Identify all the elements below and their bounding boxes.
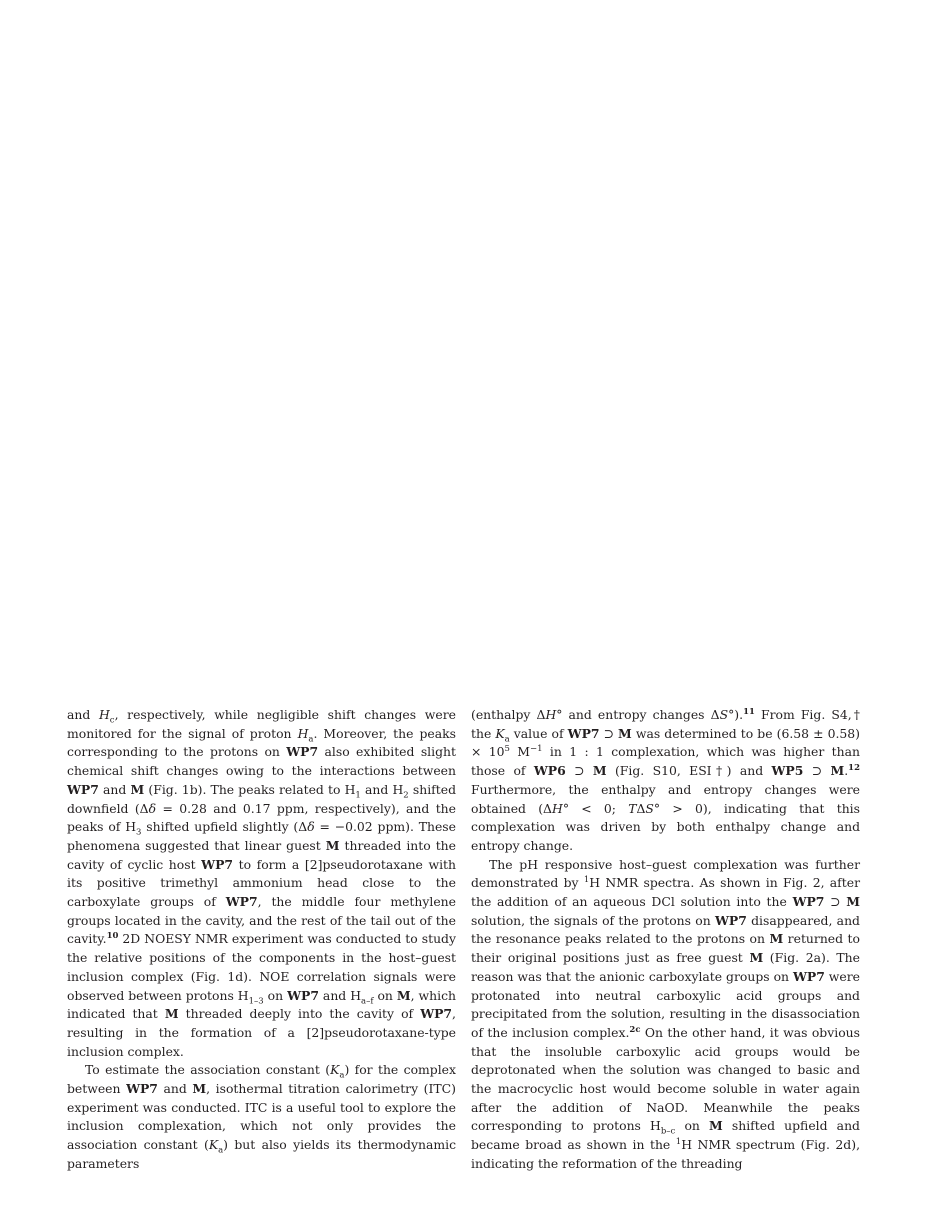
constant-symbol: K [495, 725, 505, 741]
text-run: (Fig. S10, ESI†) and [606, 763, 772, 779]
text-run: and H [318, 987, 362, 1003]
text-run: on [373, 987, 397, 1003]
text-run: The pH responsive host–guest complexation was further demonstrated by [471, 856, 860, 891]
compound-label: WP7 [225, 894, 258, 910]
text-run: ⊃ [599, 725, 619, 741]
subscript: 1 [355, 790, 361, 801]
text-run: to form a [2]pseudorotaxane with its positive trimethyl ammonium head close to the carboxylate groups of [67, 856, 457, 910]
text-run: ° and entropy changes Δ [556, 707, 720, 722]
subscript: 2 [403, 790, 409, 801]
constant-symbol: K [208, 1137, 219, 1153]
text-run: Furthermore, the enthalpy and entropy changes were obtained (Δ [471, 781, 860, 816]
compound-label: WP5 [771, 763, 804, 779]
subscript: 1–3 [248, 996, 264, 1007]
text-run: solution, the signals of the protons on [471, 912, 715, 928]
text-run: To estimate the association constant ( [85, 1062, 331, 1078]
proton-symbol: H [297, 725, 309, 741]
text-run: threaded into the cavity of cyclic host [67, 837, 456, 872]
subscript: c [109, 715, 115, 726]
text-run: , respectively, while negligible shift changes were monitored for the signal of proton [67, 707, 456, 741]
text-run: value of [509, 725, 568, 741]
subscript: a–f [361, 996, 374, 1007]
citation-ref[interactable]: 12 [848, 762, 860, 773]
subscript: 3 [136, 827, 142, 838]
superscript: 5 [504, 744, 510, 755]
compound-label: WP7 [287, 987, 319, 1003]
text-run: (Fig. 2a). The reason was that the anionic carboxylate groups on [471, 950, 860, 984]
text-run: . Moreover, the peaks corresponding to the protons on [67, 725, 456, 760]
compound-label: WP7 [67, 781, 99, 797]
text-run: ⊃ [824, 894, 847, 910]
paragraph-thermodynamics [471, 706, 860, 856]
compound-label: M [592, 763, 607, 779]
compound-label: M [164, 1006, 179, 1022]
right-column [471, 706, 860, 1174]
entropy-symbol: S [719, 707, 729, 722]
text-run: °). [728, 707, 744, 722]
text-run: shifted downfield (Δ [67, 781, 456, 816]
compound-label: M [709, 1118, 723, 1134]
text-run: also exhibited slight chemical shift changes owing to the interactions between [67, 744, 456, 779]
compound-label: M [830, 763, 845, 779]
text-run: and [67, 707, 99, 722]
text-run: 2D NOESY NMR experiment was conducted to study the relative positions of the components in the host–guest inclusion complex (Fig. 1d). NOE correlation signals were observed between protons H [67, 931, 456, 1003]
compound-label: WP7 [201, 856, 234, 872]
compound-label: WP6 [533, 763, 566, 779]
superscript: −1 [530, 744, 543, 755]
text-run: was determined to be (6.58 ± 0.58) × 10 [471, 725, 861, 760]
text-run: . [844, 763, 849, 779]
proton-symbol: H [98, 707, 110, 722]
text-run: M [509, 744, 530, 760]
enthalpy-symbol: H [545, 707, 557, 722]
text-run: , isothermal titration calorimetry (ITC) experiment was conducted. ITC is a useful tool to explore the inclusion complexation, which not only provides the association constant ( [67, 1081, 456, 1153]
superscript: 1 [675, 1137, 682, 1148]
superscript: 1 [583, 875, 590, 886]
constant-symbol: K [330, 1062, 340, 1078]
text-run: = −0.02 ppm). These phenomena suggested that linear guest [67, 819, 456, 853]
compound-label: M [325, 837, 340, 853]
text-run: H NMR spectra. As shown in Fig. 2, after the addition of an aqueous DCl solution into the [471, 875, 860, 910]
compound-label: WP7 [286, 744, 319, 760]
compound-label: WP7 [714, 912, 747, 928]
text-run: ) but also yields its thermodynamic parameters [67, 1137, 457, 1171]
compound-label: WP7 [792, 894, 825, 910]
compound-label: M [192, 1081, 207, 1097]
text-run: on [675, 1118, 710, 1134]
text-run: From Fig. S4,† the [471, 707, 861, 741]
compound-label: M [130, 781, 145, 797]
text-run: ° < 0; [562, 800, 629, 816]
text-run: disappeared, and the resonance peaks related to the protons on [471, 912, 860, 947]
text-run: and [157, 1081, 193, 1097]
paragraph-itc [67, 1061, 456, 1173]
enthalpy-symbol: H [552, 800, 563, 816]
compound-label: M [618, 725, 632, 741]
citation-ref[interactable]: 2c [629, 1024, 641, 1035]
compound-label: WP7 [567, 725, 600, 741]
subscript: a [218, 1145, 224, 1156]
text-run: H NMR spectrum (Fig. 2d), indicating the reformation of the threading [471, 1137, 861, 1171]
text-run: threaded deeply into the cavity of [178, 1006, 421, 1022]
text-run: returned to their original positions just as free guest [471, 931, 860, 966]
text-run: and [98, 781, 131, 797]
text-run: On the other hand, it was obvious that the insoluble carboxylic acid groups would be deprotonated when the solution was changed to basic and the macrocyclic host would become soluble in water again after the addition of NaOD. Meanwhile the peaks corresponding to protons H [471, 1024, 861, 1134]
paragraph-ph-response [471, 856, 860, 1174]
paragraph-nmr-shifts [67, 706, 456, 1061]
text-run: , the middle four methylene groups located in the cavity, and the rest of the tail out of the cavity. [67, 894, 456, 947]
citation-ref[interactable]: 10 [106, 931, 119, 942]
compound-label: WP7 [420, 1006, 453, 1022]
compound-label: WP7 [126, 1081, 158, 1097]
text-run: shifted upfield and became broad as shown in the [471, 1118, 860, 1153]
text-run: on [263, 987, 288, 1003]
text-run: in 1 : 1 complexation, which was higher than those of [471, 744, 860, 779]
text-run: ⊃ [565, 763, 593, 779]
text-run: were protonated into neutral carboxylic acid groups and precipitated from the solution, resulting in the disassociation of the inclusion complex. [471, 968, 860, 1040]
left-column [67, 706, 456, 1174]
subscript: b–c [660, 1126, 676, 1137]
text-run: (enthalpy Δ [471, 707, 546, 722]
entropy-symbol: S [645, 800, 654, 816]
delta-symbol: δ [148, 800, 157, 816]
citation-ref[interactable]: 11 [743, 706, 755, 717]
compound-label: WP7 [792, 968, 825, 984]
text-run: ) for the complex between [67, 1062, 456, 1097]
text-run: , which indicated that [67, 987, 456, 1022]
subscript: a [308, 734, 314, 745]
text-run: ° > 0), indicating that this complexation was driven by both enthalpy change and entropy change. [471, 800, 860, 853]
compound-label: M [396, 987, 411, 1003]
compound-label: M [769, 931, 784, 947]
text-run: Δ [636, 800, 646, 816]
text-run: = 0.28 and 0.17 ppm, respectively), and the peaks of H [67, 800, 456, 835]
subscript: a [504, 734, 510, 745]
delta-symbol: δ [307, 819, 315, 835]
compound-label: M [749, 950, 764, 966]
temperature-symbol: T [628, 800, 637, 816]
subscript: a [339, 1070, 345, 1081]
text-run: , resulting in the formation of a [2]pseudorotaxane-type inclusion complex. [67, 1006, 456, 1059]
text-run: ⊃ [803, 763, 831, 779]
text-run: shifted upfield slightly (Δ [141, 819, 308, 835]
compound-label: M [846, 894, 860, 910]
text-run: (Fig. 1b). The peaks related to H [144, 781, 356, 797]
text-run: and H [360, 781, 404, 797]
